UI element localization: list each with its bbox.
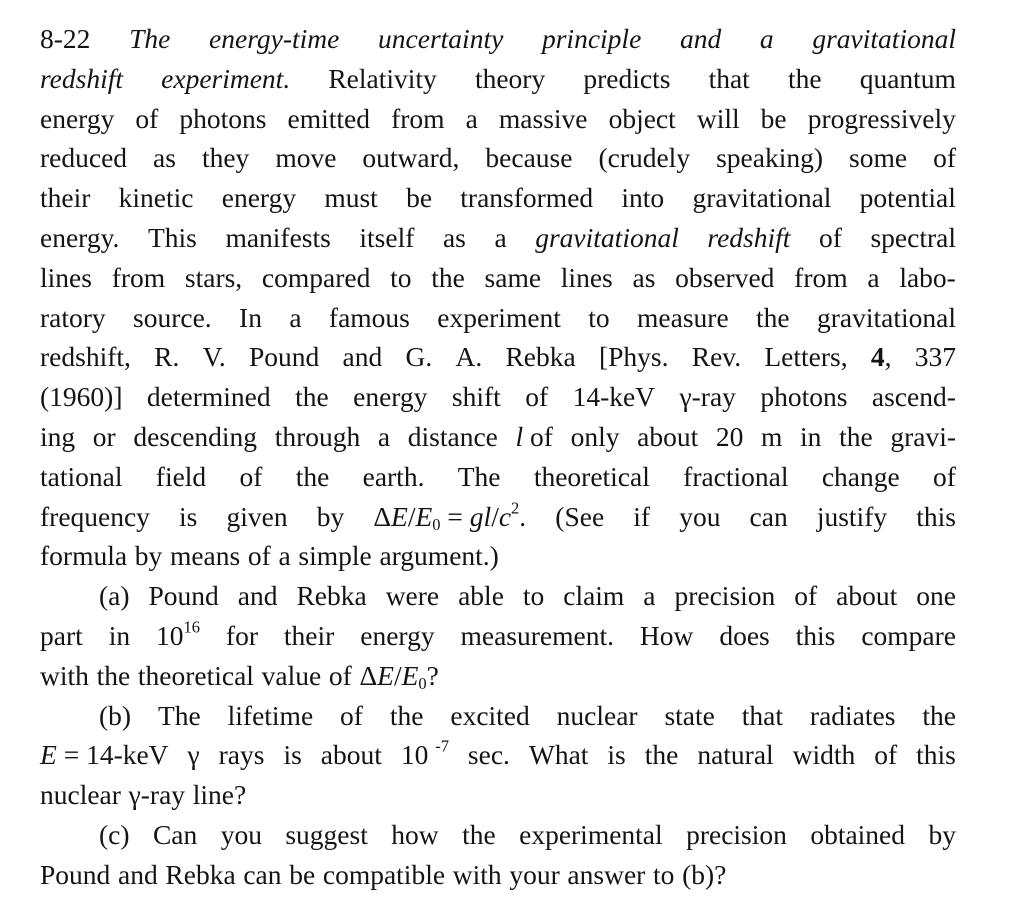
text-line: frequency is given by $\Delta E/E_0 = gl/c^2$. (See if you can justify this <box>40 497 956 537</box>
text-line: ing or descending through a distance l of only about 20 m in the gravi- <box>40 420 956 452</box>
problem-8-22 <box>40 19 956 895</box>
text-line: redshift, R. V. Pound and G. A. Rebka [Phys. Rev. Letters, 4, 337 <box>40 341 956 373</box>
text-line: formula by means of a simple argument.) <box>40 540 499 572</box>
part-c-line: (c) Can you suggest how the experimental precision obtained by <box>99 818 956 850</box>
part-a-line: (a) Pound and Rebka were able to claim a precision of about one <box>99 580 956 612</box>
part-b-line: nuclear γ-ray line? <box>40 779 247 811</box>
text-line: ratory source. In a famous experiment to measure the gravitational <box>40 301 956 333</box>
text-line: reduced as they move outward, because (crudely speaking) some of <box>40 142 956 174</box>
text-line: lines from stars, compared to the same lines as observed from a labo- <box>40 261 956 293</box>
text-line: energy. This manifests itself as a gravitational redshift of spectral <box>40 221 956 253</box>
formula: $\Delta E/E_0 = gl/c^2$. <box>373 498 527 534</box>
part-b-line: (b) The lifetime of the excited nuclear state that radiates the <box>99 699 956 731</box>
part-b-line: E = 14-keV γ rays is about 10 $^{-7}$ sec. What is the natural width of this <box>40 736 956 771</box>
text-line: their kinetic energy must be transformed into gravitational potential <box>40 182 956 214</box>
text-line: tational field of the earth. The theoretical fractional change of <box>40 460 956 492</box>
text-line: 8-22 The energy-time uncertainty principle and a gravitational <box>40 19 956 59</box>
problem-number: 8-22 <box>40 23 91 54</box>
text-line: energy of photons emitted from a massive object will be progressively <box>40 102 956 134</box>
part-c-line: Pound and Rebka can be compatible with your answer to (b)? <box>40 858 727 890</box>
part-a-line: with the theoretical value of $\Delta E/E_0$? <box>40 659 439 693</box>
part-a-line: part in $10^{16}$ for their energy measurement. How does this compare <box>40 617 956 651</box>
text-line: (1960)] determined the energy shift of 14-keV γ-ray photons ascend- <box>40 381 956 413</box>
text-line: redshift experiment. Relativity theory predicts that the quantum <box>40 62 956 94</box>
